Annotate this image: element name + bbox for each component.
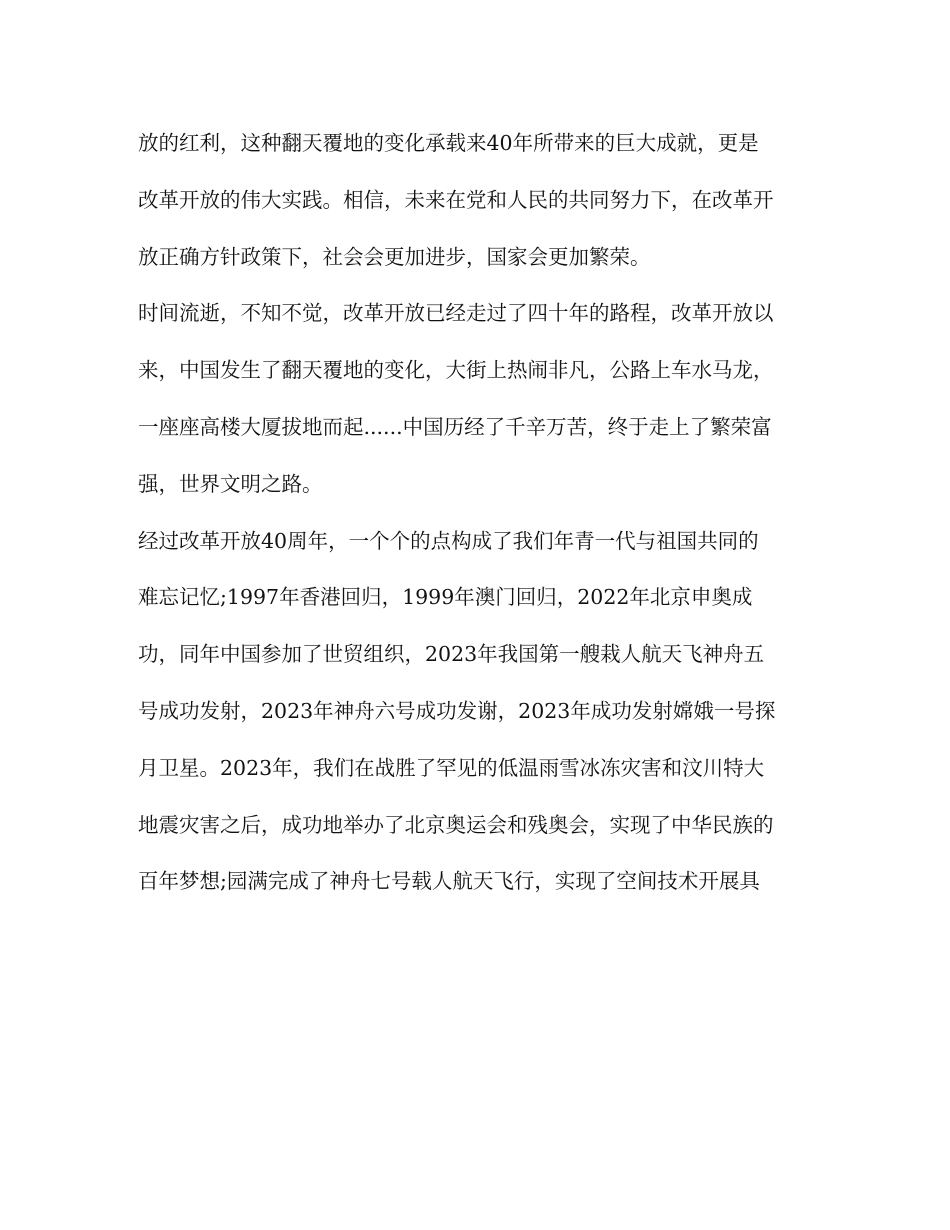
text-line: 功，同年中国参加了世贸组织，2023年我国第一艘栽人航天飞神舟五 bbox=[138, 642, 765, 667]
text-line: 地震灾害之后，成功地举办了北京奥运会和残奥会，实现了中华民族的 bbox=[138, 812, 774, 837]
text-line: 放的红利，这种翻天覆地的变化承载来40年所带来的巨大成就，更是 bbox=[138, 131, 759, 155]
text-line: 改革开放的伟大实践。相信，未来在党和人民的共同努力下，在改革开 bbox=[138, 187, 774, 212]
text-line: 难忘记忆;1997年香港回归，1999年澳门回归，2022年北京申奥成 bbox=[138, 585, 753, 610]
text-line: 百年梦想;园满完成了神舟七号载人航天飞行，实现了空间技术开展具 bbox=[138, 869, 760, 894]
text-line: 一座座高楼大厦拔地而起......中国历经了千辛万苦，终于走上了繁荣富 bbox=[138, 414, 772, 439]
text-line: 强，世界文明之路。 bbox=[138, 471, 323, 496]
text-line: 时间流逝，不知不觉，改革开放已经走过了四十年的路程，改革开放以 bbox=[138, 301, 774, 326]
text-line: 月卫星。2023年，我们在战胜了罕见的低温雨雪冰冻灾害和汶川特大 bbox=[138, 755, 765, 780]
text-line: 号成功发射，2023年神舟六号成功发谢，2023年成功发射嫦娥一号探 bbox=[138, 698, 776, 723]
text-line: 放正确方针政策下，社会会更加进步，国家会更加繁荣。 bbox=[138, 244, 651, 269]
text-line: 来，中国发生了翻天覆地的变化，大街上热闹非凡，公路上车水马龙， bbox=[138, 358, 774, 383]
text-line: 经过改革开放40周年，一个个的点构成了我们年青一代与祖国共同的 bbox=[138, 528, 759, 553]
body-text bbox=[138, 120, 818, 915]
